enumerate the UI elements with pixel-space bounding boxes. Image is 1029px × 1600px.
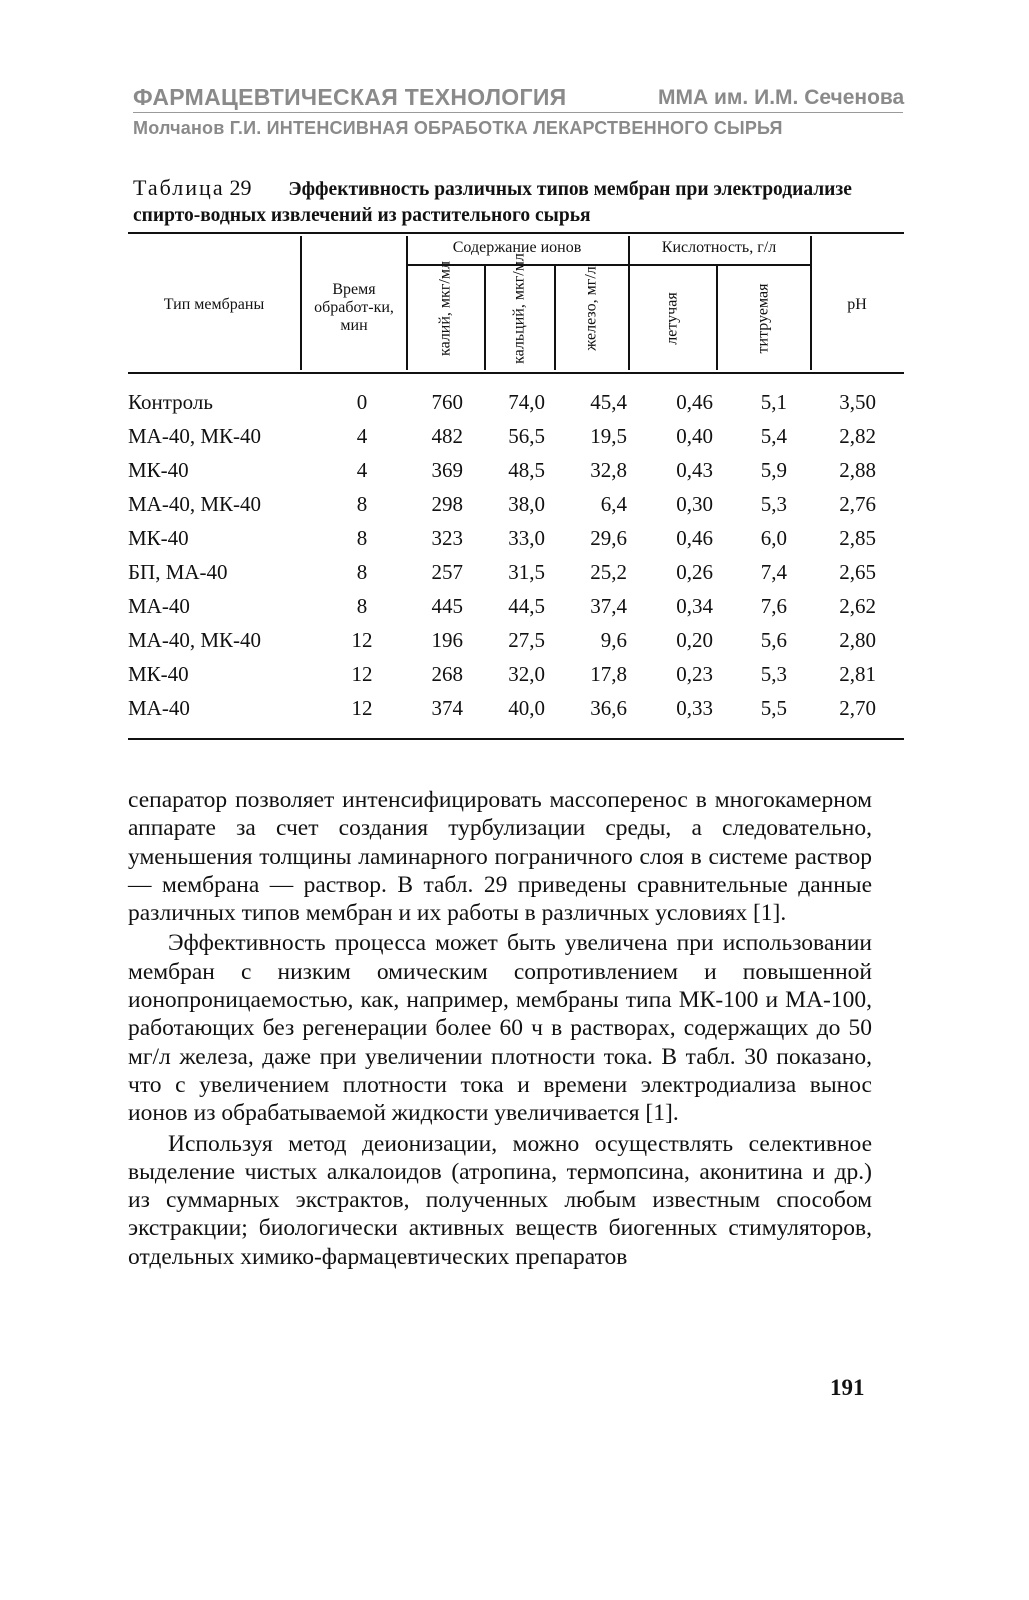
header-divider: [300, 236, 302, 370]
table-bottom-rule: [128, 738, 904, 740]
cell-potassium: 323: [431, 526, 463, 550]
table-caption: [133, 175, 905, 229]
cell-membrane: МА-40: [128, 594, 190, 618]
table-caption-label: Таблица: [133, 175, 225, 200]
cell-iron: 36,6: [590, 696, 627, 720]
cell-potassium: 445: [431, 594, 463, 618]
table-row: [0, 492, 1029, 526]
cell-time: 12: [351, 662, 373, 686]
page-number: 191: [830, 1375, 865, 1400]
cell-potassium: 257: [431, 560, 463, 584]
cell-iron: 19,5: [590, 424, 627, 448]
table-caption-number: 29: [229, 175, 252, 200]
table-row: [0, 424, 1029, 458]
paragraph: сепаратор позволяет интенсифицировать массоперенос в многокамерном аппарате за счет создания турбулизации среды, а следовательно, уменьшения толщины ламинарного пограничного слоя в системе раствор — мембрана — раствор. В табл. 29 приведены сравнительные данные различных типов мембран и их работы в различных условиях [1].: [128, 787, 872, 927]
cell-membrane: Контроль: [128, 390, 213, 414]
table-row: [0, 628, 1029, 662]
cell-ph: 2,82: [839, 424, 876, 448]
header-ion-content: Содержание ионов: [452, 239, 582, 256]
running-header-institution: ММА им. И.М. Сеченова: [658, 86, 905, 109]
cell-membrane: МА-40, МК-40: [128, 628, 262, 652]
header-divider: [716, 266, 718, 370]
cell-ph: 2,70: [839, 696, 876, 720]
table-row: [0, 390, 1029, 424]
cell-titratable: 5,5: [760, 696, 787, 720]
header-volatile: летучая: [663, 292, 681, 345]
cell-volatile: 0,34: [676, 594, 713, 618]
cell-iron: 25,2: [590, 560, 627, 584]
cell-time: 8: [356, 594, 368, 618]
cell-calcium: 33,0: [508, 526, 545, 550]
header-potassium: калий, мкг/мл: [436, 261, 454, 356]
cell-calcium: 44,5: [508, 594, 545, 618]
cell-time: 4: [356, 458, 368, 482]
cell-calcium: 32,0: [508, 662, 545, 686]
header-acidity: Кислотность, г/л: [661, 239, 777, 256]
paragraph: Используя метод деионизации, можно осуществлять селективное выделение чистых алкалоидов (атропина, термопсина, аконитина и др.) из суммарных экстрактов, полученных любым известным способом экстракции; биологически активных веществ биогенных стимуляторов, отдельных химико-фармацевтических препаратов: [128, 1130, 872, 1270]
cell-iron: 37,4: [590, 594, 627, 618]
paragraph: Эффективность процесса может быть увеличена при использовании мембран с низким омическим сопротивлением и повышенной ионопроницаемостью, как, например, мембраны типа МК-100 и МА-100, работающих без регенерации более 60 ч в растворах, содержащих до 50 мг/л железа, даже при увеличении плотности тока. В табл. 30 показано, что с увеличением плотности тока и времени электродиализа вынос ионов из обрабатываемой жидкости увеличивается [1].: [128, 930, 872, 1127]
cell-titratable: 6,0: [760, 526, 787, 550]
table-top-rule: [128, 232, 904, 234]
cell-ph: 2,62: [839, 594, 876, 618]
cell-titratable: 5,3: [760, 492, 787, 516]
cell-calcium: 31,5: [508, 560, 545, 584]
cell-calcium: 48,5: [508, 458, 545, 482]
header-rule: [133, 112, 903, 113]
table-caption-title: Эффективность различных типов мембран при электродиализе спирто-водных извлечений из растительного сырья: [133, 179, 852, 226]
cell-potassium: 298: [431, 492, 463, 516]
cell-iron: 32,8: [590, 458, 627, 482]
cell-volatile: 0,46: [676, 390, 713, 414]
cell-volatile: 0,33: [676, 696, 713, 720]
cell-potassium: 268: [431, 662, 463, 686]
cell-calcium: 38,0: [508, 492, 545, 516]
cell-time: 8: [356, 492, 368, 516]
cell-titratable: 7,4: [760, 560, 787, 584]
cell-calcium: 56,5: [508, 424, 545, 448]
cell-iron: 9,6: [600, 628, 627, 652]
cell-ph: 2,80: [839, 628, 876, 652]
table-row: [0, 696, 1029, 730]
table-row: [0, 458, 1029, 492]
cell-time: 8: [356, 560, 368, 584]
cell-titratable: 5,9: [760, 458, 787, 482]
cell-membrane: МА-40, МК-40: [128, 492, 262, 516]
header-calcium: кальций, мкг/мл: [510, 253, 528, 364]
cell-membrane: МК-40: [128, 662, 189, 686]
cell-calcium: 40,0: [508, 696, 545, 720]
cell-ph: 2,76: [839, 492, 876, 516]
cell-iron: 17,8: [590, 662, 627, 686]
cell-time: 12: [351, 628, 373, 652]
cell-potassium: 482: [431, 424, 463, 448]
header-divider: [484, 266, 486, 370]
cell-volatile: 0,46: [676, 526, 713, 550]
cell-ph: 2,88: [839, 458, 876, 482]
running-header-subtitle: Молчанов Г.И. ИНТЕНСИВНАЯ ОБРАБОТКА ЛЕКАРСТВЕННОГО СЫРЬЯ: [133, 118, 783, 138]
cell-ph: 2,81: [839, 662, 876, 686]
cell-ph: 2,65: [839, 560, 876, 584]
header-membrane-type: Тип мембраны: [163, 296, 265, 313]
cell-potassium: 760: [431, 390, 463, 414]
table-row: [0, 560, 1029, 594]
cell-membrane: МК-40: [128, 526, 189, 550]
cell-titratable: 7,6: [760, 594, 787, 618]
header-ph: pH: [847, 296, 867, 313]
cell-iron: 45,4: [590, 390, 627, 414]
cell-calcium: 27,5: [508, 628, 545, 652]
header-titratable: титруемая: [754, 283, 772, 354]
cell-titratable: 5,3: [760, 662, 787, 686]
cell-membrane: МК-40: [128, 458, 189, 482]
header-time: Время обработ-ки, мин: [314, 281, 394, 334]
cell-volatile: 0,30: [676, 492, 713, 516]
cell-time: 0: [356, 390, 368, 414]
table-row: [0, 526, 1029, 560]
cell-potassium: 369: [431, 458, 463, 482]
cell-volatile: 0,20: [676, 628, 713, 652]
body-text: [128, 786, 872, 1271]
cell-volatile: 0,23: [676, 662, 713, 686]
cell-volatile: 0,43: [676, 458, 713, 482]
table-row: [0, 594, 1029, 628]
cell-volatile: 0,26: [676, 560, 713, 584]
cell-potassium: 374: [431, 696, 463, 720]
cell-titratable: 5,4: [760, 424, 787, 448]
cell-time: 12: [351, 696, 373, 720]
cell-titratable: 5,1: [760, 390, 787, 414]
cell-membrane: МА-40, МК-40: [128, 424, 262, 448]
table-row: [0, 662, 1029, 696]
cell-time: 4: [356, 424, 368, 448]
header-iron: железо, мг/л: [582, 266, 600, 351]
header-divider: [554, 266, 556, 370]
cell-volatile: 0,40: [676, 424, 713, 448]
running-header-title: ФАРМАЦЕВТИЧЕСКАЯ ТЕХНОЛОГИЯ: [133, 84, 567, 110]
cell-titratable: 5,6: [760, 628, 787, 652]
cell-ph: 3,50: [839, 390, 876, 414]
cell-ph: 2,85: [839, 526, 876, 550]
cell-membrane: БП, МА-40: [128, 560, 228, 584]
cell-membrane: МА-40: [128, 696, 190, 720]
cell-potassium: 196: [431, 628, 463, 652]
cell-calcium: 74,0: [508, 390, 545, 414]
table-header-bottom-rule: [128, 372, 904, 374]
cell-iron: 6,4: [600, 492, 627, 516]
header-group-rule: [628, 264, 810, 266]
cell-iron: 29,6: [590, 526, 627, 550]
cell-time: 8: [356, 526, 368, 550]
